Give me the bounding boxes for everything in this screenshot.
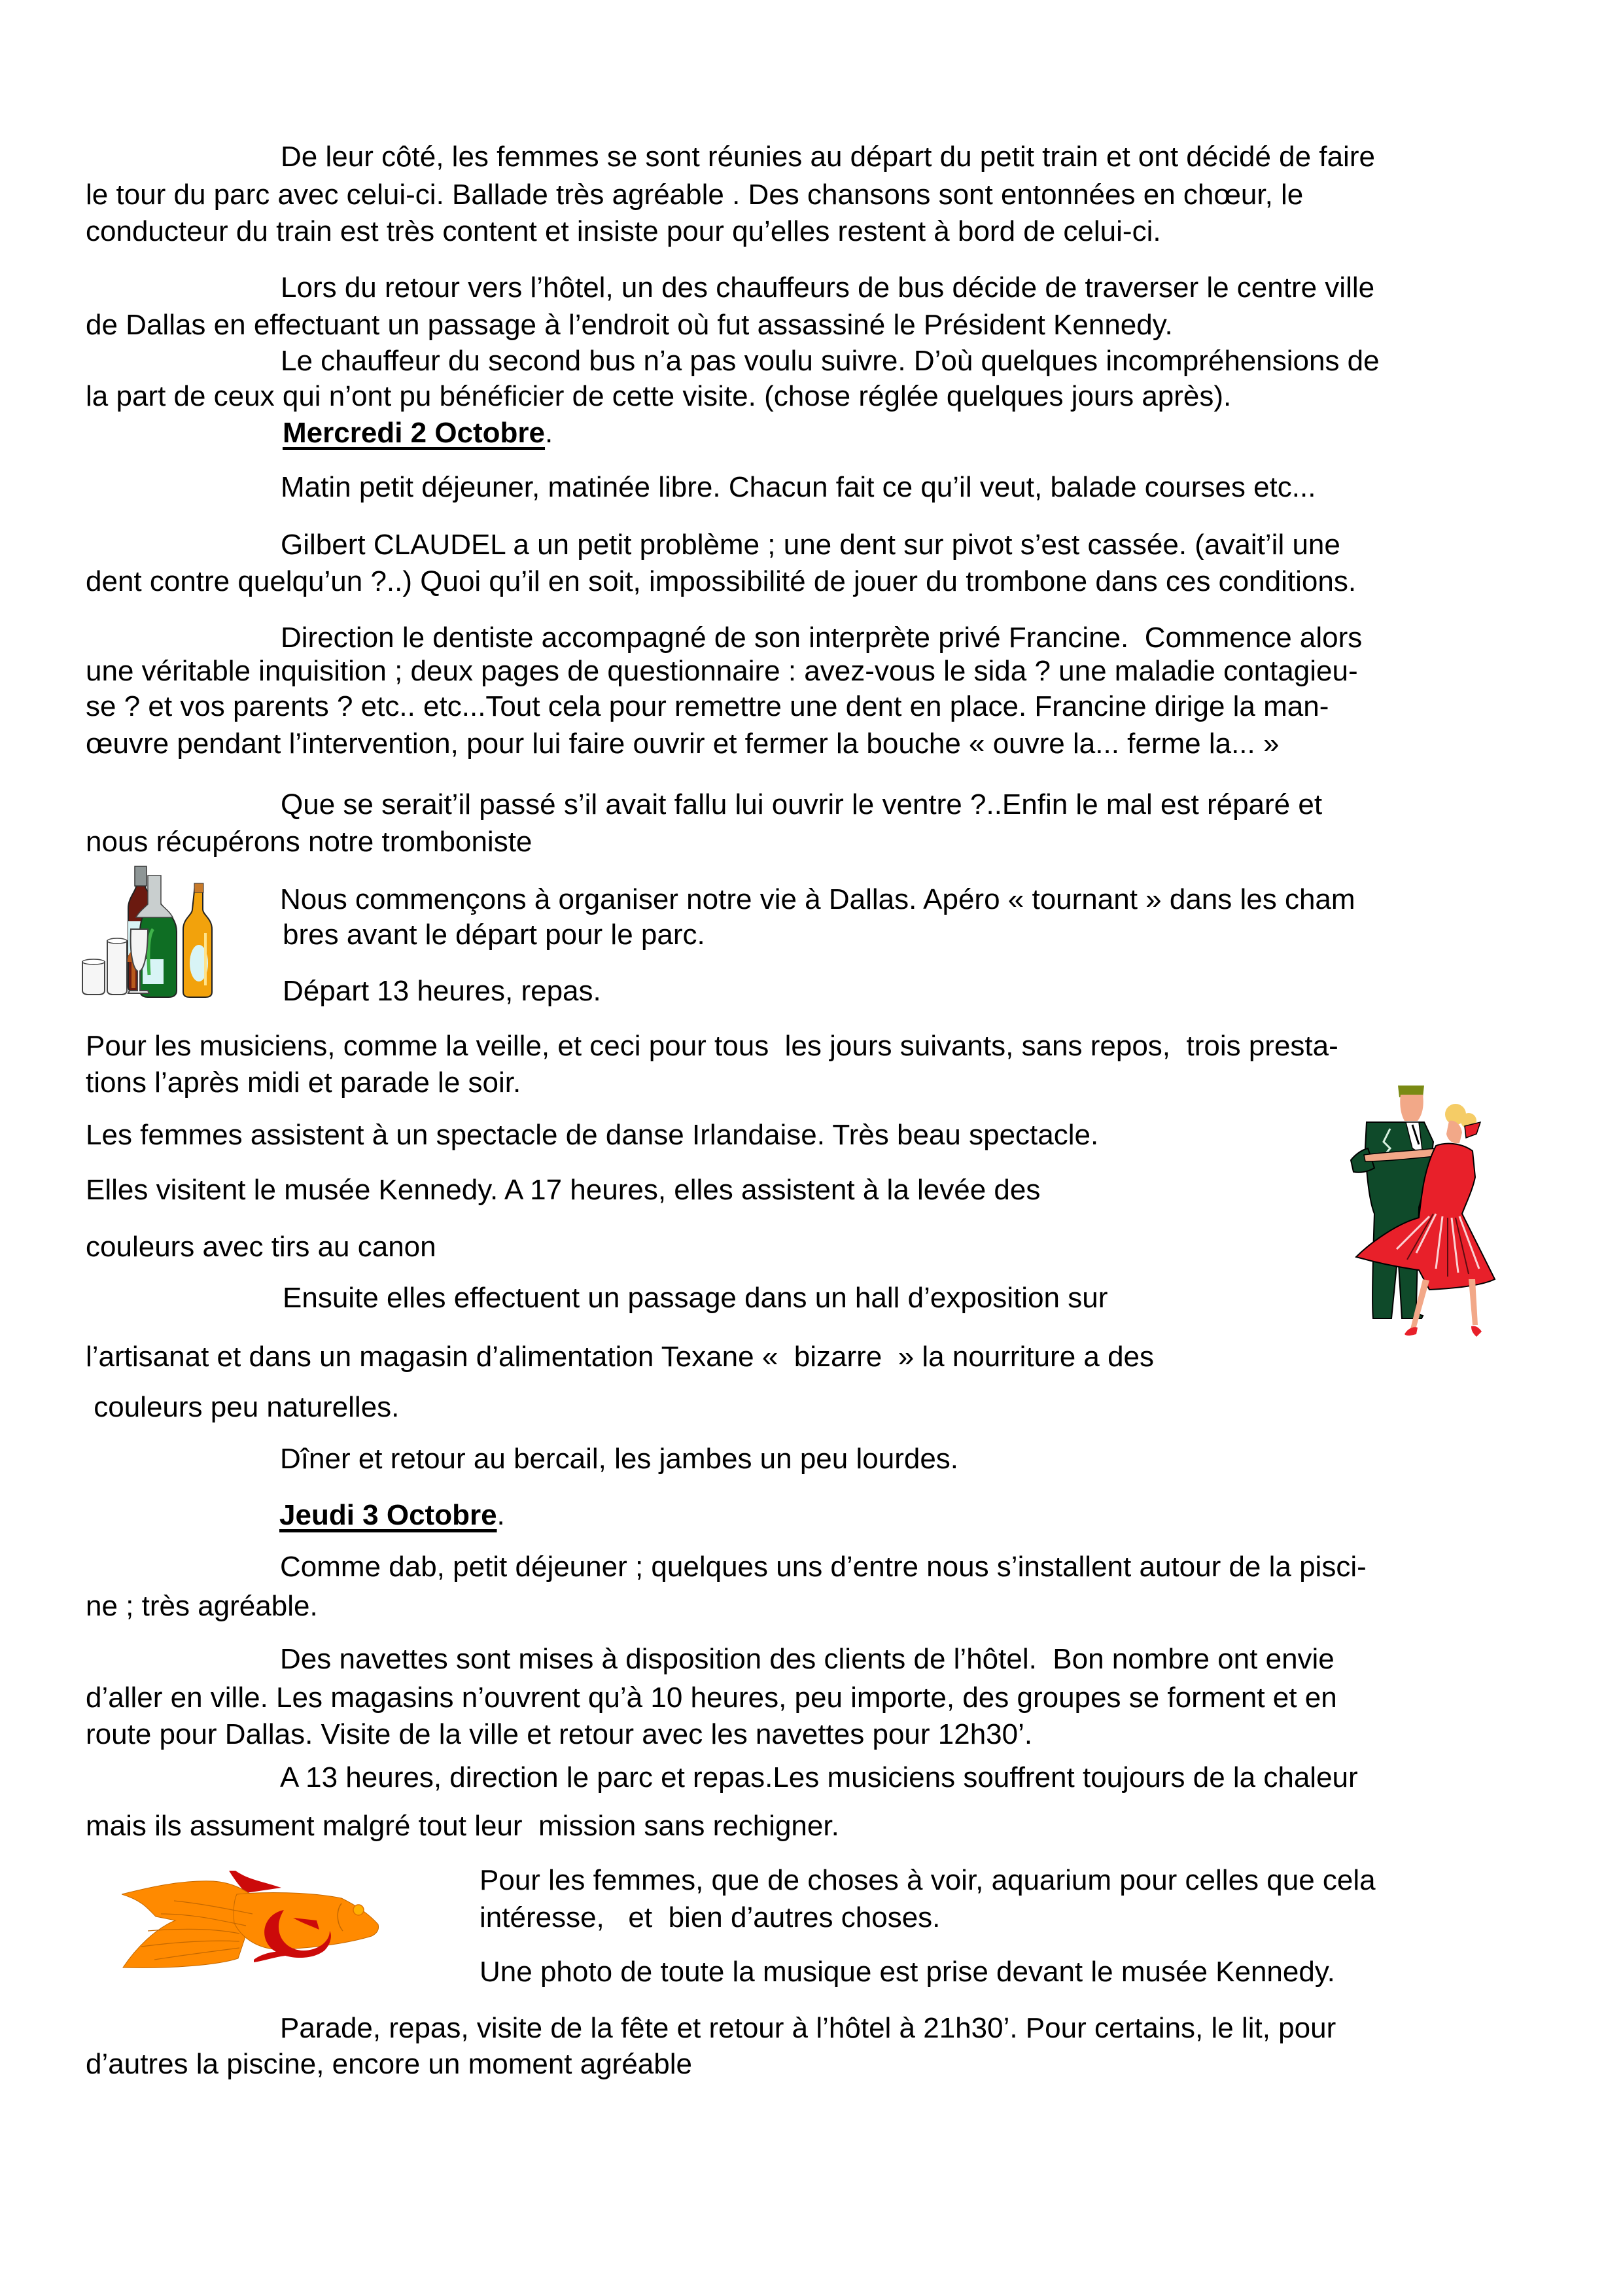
text-line: l’artisanat et dans un magasin d’alimentation Texane « bizarre » la nourriture a des — [86, 1341, 1155, 1373]
text-line: ne ; très agréable. — [86, 1590, 318, 1622]
dancers-illustration — [1344, 1083, 1496, 1345]
text-line: De leur côté, les femmes se sont réunies au départ du petit train et ont décidé de faire — [281, 141, 1375, 173]
text-line: tions l’après midi et parade le soir. — [86, 1067, 521, 1099]
text-line: Ensuite elles effectuent un passage dans un hall d’exposition sur — [283, 1282, 1108, 1314]
text-line: Lors du retour vers l’hôtel, un des chauffeurs de bus décide de traverser le centre ville — [281, 272, 1375, 304]
text-line: Départ 13 heures, repas. — [283, 975, 601, 1007]
heading-period: . — [497, 1499, 505, 1531]
text-line: Les femmes assistent à un spectacle de danse Irlandaise. Très beau spectacle. — [86, 1119, 1099, 1151]
goldfish-icon — [122, 1868, 386, 1973]
text-line: une véritable inquisition ; deux pages de questionnaire : avez-vous le sida ? une maladie contagieu- — [86, 655, 1358, 687]
dancing-couple-icon — [1344, 1083, 1496, 1345]
heading-period: . — [545, 417, 553, 449]
text-line: Une photo de toute la musique est prise devant le musée Kennedy. — [480, 1956, 1335, 1988]
text-line: Pour les musiciens, comme la veille, et ceci pour tous les jours suivants, sans repos, trois presta- — [86, 1030, 1338, 1062]
text-line: nous récupérons notre tromboniste — [86, 826, 532, 858]
text-line: se ? et vos parents ? etc.. etc...Tout cela pour remettre une dent en place. Francine dirige la man- — [86, 690, 1329, 722]
text-line: Elles visitent le musée Kennedy. A 17 heures, elles assistent à la levée des — [86, 1174, 1041, 1206]
heading-text: Jeudi 3 Octobre — [279, 1499, 497, 1531]
text-line: Comme dab, petit déjeuner ; quelques uns d’entre nous s’installent autour de la pisci- — [280, 1551, 1367, 1583]
text-line: Matin petit déjeuner, matinée libre. Chacun fait ce qu’il veut, balade courses etc... — [281, 471, 1316, 503]
fish-illustration — [122, 1868, 386, 1973]
text-line: Le chauffeur du second bus n’a pas voulu suivre. D’où quelques incompréhensions de — [281, 345, 1380, 377]
text-line: Direction le dentiste accompagné de son interprète privé Francine. Commence alors — [281, 622, 1363, 654]
text-line: bres avant le départ pour le parc. — [283, 919, 705, 951]
text-line: A 13 heures, direction le parc et repas.Les musiciens souffrent toujours de la chaleur — [280, 1761, 1358, 1793]
text-line: intéresse, et bien d’autres choses. — [480, 1901, 941, 1934]
text-line: dent contre quelqu’un ?..) Quoi qu’il en soit, impossibilité de jouer du trombone dans ces conditions. — [86, 565, 1357, 597]
text-line: de Dallas en effectuant un passage à l’endroit où fut assassiné le Président Kennedy. — [86, 309, 1173, 341]
bottles-icon — [76, 864, 230, 1001]
text-line: couleurs peu naturelles. — [86, 1391, 400, 1423]
text-line: d’aller en ville. Les magasins n’ouvrent qu’à 10 heures, peu importe, des groupes se forment et en — [86, 1682, 1337, 1714]
text-line: Dîner et retour au bercail, les jambes un peu lourdes. — [280, 1443, 959, 1475]
text-line: conducteur du train est très content et insiste pour qu’elles restent à bord de celui-ci. — [86, 215, 1161, 247]
text-line: Pour les femmes, que de choses à voir, aquarium pour celles que cela — [480, 1864, 1376, 1896]
text-line: Que se serait’il passé s’il avait fallu lui ouvrir le ventre ?..Enfin le mal est réparé et — [281, 788, 1323, 821]
bottles-illustration — [76, 864, 230, 1001]
text-line: Nous commençons à organiser notre vie à Dallas. Apéro « tournant » dans les cham — [280, 883, 1355, 915]
text-line: œuvre pendant l’intervention, pour lui faire ouvrir et fermer la bouche « ouvre la... ferme la... » — [86, 728, 1280, 760]
section-heading-wednesday — [283, 419, 553, 448]
text-line: d’autres la piscine, encore un moment agréable — [86, 2048, 692, 2080]
text-line: route pour Dallas. Visite de la ville et retour avec les navettes pour 12h30’. — [86, 1718, 1033, 1750]
text-line: Gilbert CLAUDEL a un petit problème ; une dent sur pivot s’est cassée. (avait’il une — [281, 529, 1340, 561]
text-line: le tour du parc avec celui-ci. Ballade très agréable . Des chansons sont entonnées en chœur, le — [86, 179, 1304, 211]
text-line: couleurs avec tirs au canon — [86, 1231, 436, 1263]
heading-text: Mercredi 2 Octobre — [283, 417, 546, 449]
text-line: Des navettes sont mises à disposition des clients de l’hôtel. Bon nombre ont envie — [280, 1643, 1335, 1675]
section-heading-thursday — [279, 1501, 505, 1530]
text-line: Parade, repas, visite de la fête et retour à l’hôtel à 21h30’. Pour certains, le lit, pour — [280, 2012, 1336, 2044]
text-line: mais ils assument malgré tout leur mission sans rechigner. — [86, 1810, 839, 1842]
text-line: la part de ceux qui n’ont pu bénéficier de cette visite. (chose réglée quelques jours après). — [86, 380, 1232, 412]
